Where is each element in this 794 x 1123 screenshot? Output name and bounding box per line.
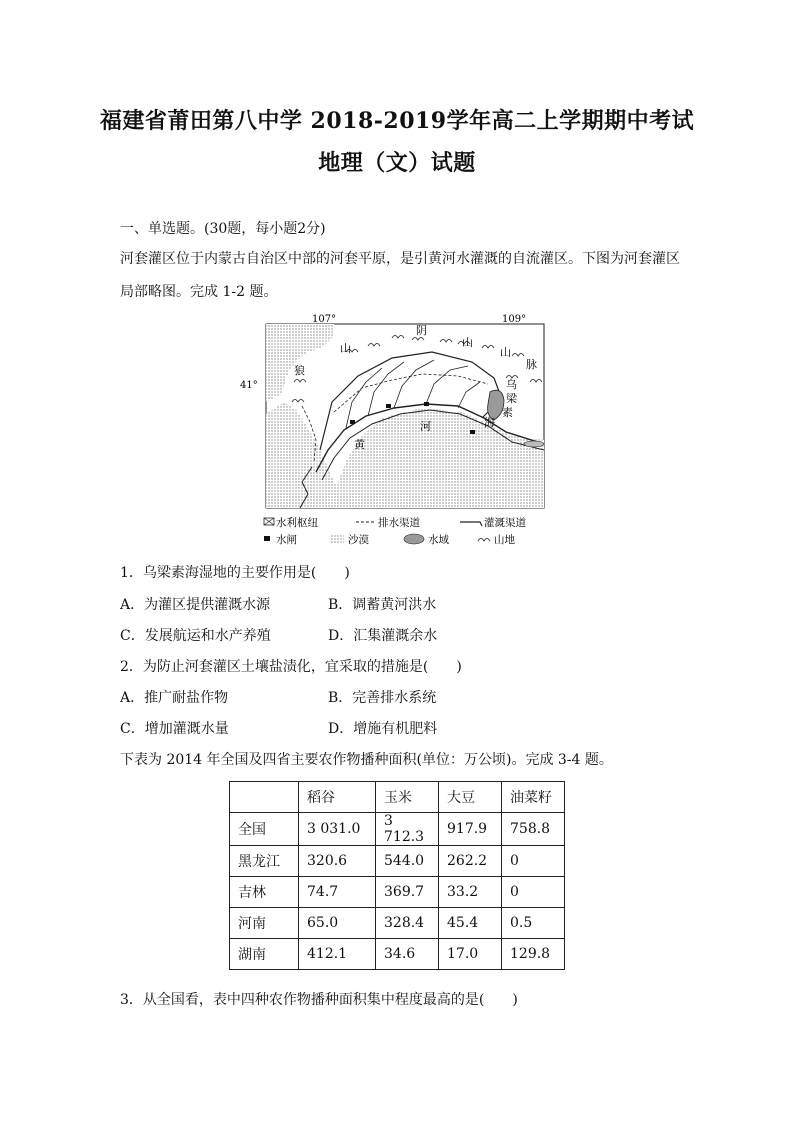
sluice-marker <box>424 402 429 406</box>
table-cell: 0 <box>502 846 565 877</box>
intro1-line1: 河套灌区位于内蒙古自治区中部的河套平原，是引黄河水灌溉的自流灌区。下图为河套灌区 <box>120 251 680 267</box>
legend-label: 水利枢纽 <box>276 517 318 529</box>
table-cell: 544.0 <box>376 846 439 877</box>
place-label: 山 <box>500 346 511 359</box>
place-label: 脉 <box>526 358 537 371</box>
table-header-cell: 油菜籽 <box>502 782 565 813</box>
place-label: 海 <box>484 416 495 429</box>
table-cell: 湖南 <box>230 939 299 970</box>
table-header-cell: 大豆 <box>439 782 502 813</box>
option-d[interactable]: D．增施有机肥料 <box>328 721 438 737</box>
table-cell: 758.8 <box>502 813 565 846</box>
place-label: 素 <box>502 406 513 419</box>
table-cell: 吉林 <box>230 877 299 908</box>
table-header-cell: 稻谷 <box>299 782 376 813</box>
table-cell: 45.4 <box>439 908 502 939</box>
question-2-stem: 2．为防止河套灌区土壤盐渍化，宜采取的措施是( ) <box>120 659 462 675</box>
table-cell: 262.2 <box>439 846 502 877</box>
option-a[interactable]: A．推广耐盐作物 <box>120 690 229 706</box>
table-cell: 0.5 <box>502 908 565 939</box>
place-label: 梁 <box>506 392 517 405</box>
place-label: 山 <box>462 336 473 349</box>
table-cell: 412.1 <box>299 939 376 970</box>
crop-area-table <box>229 781 565 970</box>
hetao-irrigation-map <box>240 314 548 554</box>
longitude-label-107: 107° <box>312 314 337 325</box>
option-b[interactable]: B．完善排水系统 <box>328 690 437 706</box>
table-row <box>230 813 565 846</box>
place-label: 乌 <box>506 378 517 391</box>
table-cell: 0 <box>502 877 565 908</box>
table-cell: 3 712.3 <box>376 813 439 846</box>
option-c[interactable]: C．发展航运和水产养殖 <box>120 628 271 644</box>
table-cell: 河南 <box>230 908 299 939</box>
place-label: 河 <box>420 420 431 433</box>
option-c[interactable]: C．增加灌溉水量 <box>120 721 229 737</box>
legend-label: 灌溉渠道 <box>484 517 526 529</box>
table-cell: 34.6 <box>376 939 439 970</box>
question-1-stem: 1．乌梁素海湿地的主要作用是( ) <box>120 565 350 581</box>
place-label: 山 <box>340 342 351 355</box>
place-label: 狼 <box>294 364 305 377</box>
exam-title-line2: 地理（文）试题 <box>318 150 476 176</box>
legend-label: 沙漠 <box>348 534 369 546</box>
table-cell: 74.7 <box>299 877 376 908</box>
place-label: 黄 <box>354 438 365 451</box>
intro1-line2: 局部略图。完成 1-2 题。 <box>120 284 278 300</box>
table-cell: 328.4 <box>376 908 439 939</box>
table-row <box>230 908 565 939</box>
table-header-cell <box>230 782 299 813</box>
question-3-stem: 3．从全国看，表中四种农作物播种面积集中程度最高的是( ) <box>120 992 518 1008</box>
exam-title-line1: 福建省莆田第八中学 2018-2019学年高二上学期期中考试 <box>99 108 695 134</box>
latitude-label-41: 41° <box>240 380 258 391</box>
table-cell: 65.0 <box>299 908 376 939</box>
sluice-marker <box>386 404 391 408</box>
table-cell: 33.2 <box>439 877 502 908</box>
longitude-label-109: 109° <box>502 314 527 325</box>
legend-label: 排水渠道 <box>378 517 420 529</box>
table-cell: 3 031.0 <box>299 813 376 846</box>
map-legend <box>264 516 526 546</box>
legend-label: 水闸 <box>276 534 297 546</box>
intro-table: 下表为 2014 年全国及四省主要农作物播种面积(单位：万公顷)。完成 3-4 题。 <box>120 752 613 768</box>
legend-label: 山地 <box>494 534 515 546</box>
table-cell: 917.9 <box>439 813 502 846</box>
table-cell: 黑龙江 <box>230 846 299 877</box>
table-cell: 129.8 <box>502 939 565 970</box>
option-a[interactable]: A．为灌区提供灌溉水源 <box>120 597 271 613</box>
table-row <box>230 877 565 908</box>
section-heading: 一、单选题。(30题，每小题2分) <box>120 221 326 237</box>
option-d[interactable]: D．汇集灌溉余水 <box>328 628 438 644</box>
table-row <box>230 939 565 970</box>
sluice-marker <box>350 420 355 424</box>
table-header-cell: 玉米 <box>376 782 439 813</box>
table-header-row <box>230 782 565 813</box>
sluice-marker <box>470 430 475 434</box>
place-label: 阴 <box>416 324 427 337</box>
option-b[interactable]: B．调蓄黄河洪水 <box>328 597 437 613</box>
table-cell: 全国 <box>230 813 299 846</box>
table-cell: 17.0 <box>439 939 502 970</box>
table-row <box>230 846 565 877</box>
table-cell: 320.6 <box>299 846 376 877</box>
legend-label: 水域 <box>428 534 449 546</box>
table-cell: 369.7 <box>376 877 439 908</box>
